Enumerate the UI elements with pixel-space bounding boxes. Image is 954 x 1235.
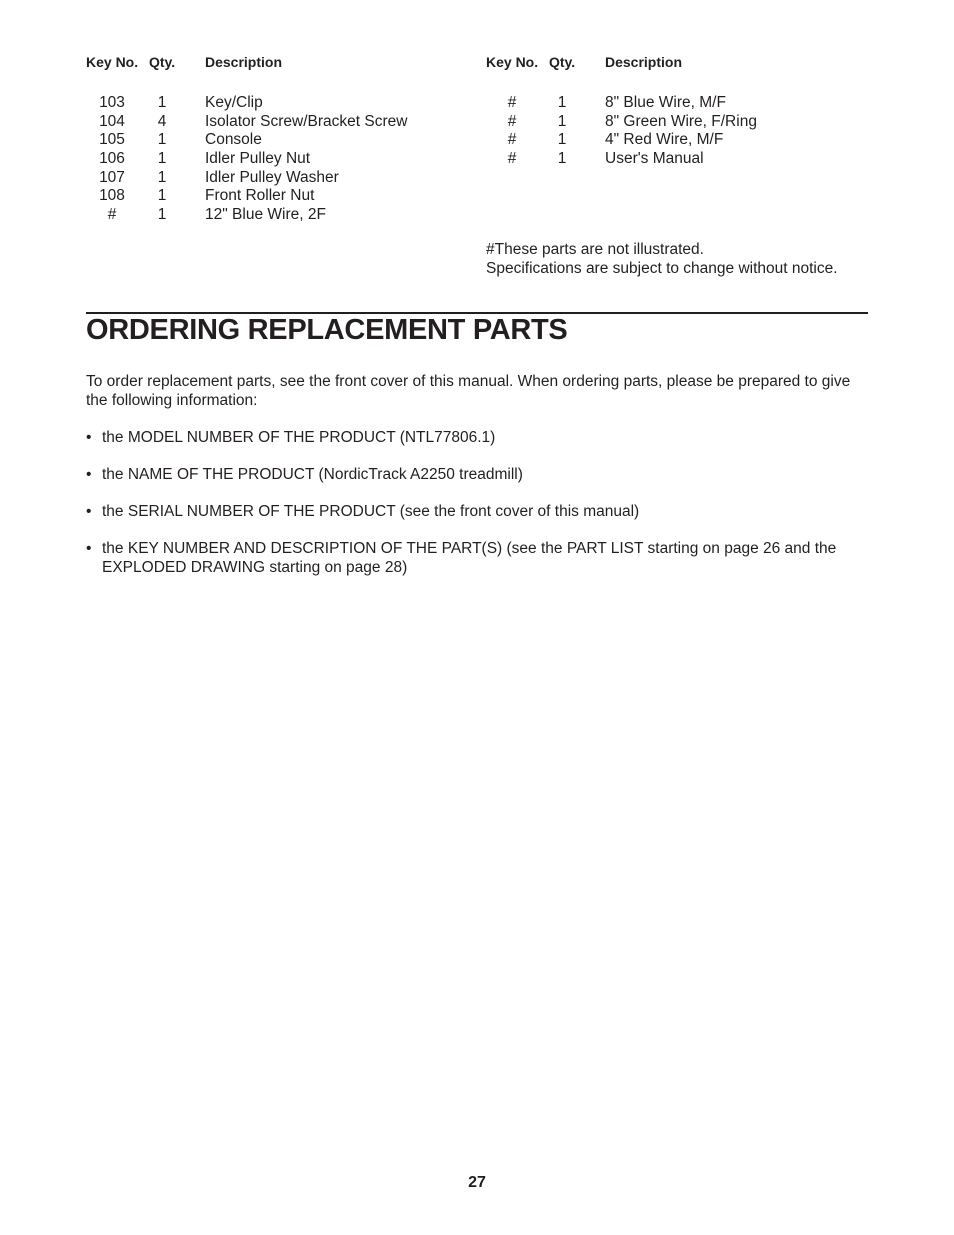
table-row [486,113,886,132]
list-item-text: the NAME OF THE PRODUCT (NordicTrack A2250 treadmill) [102,466,523,483]
header-key-no: Key No. [486,54,539,70]
parts-table-right [486,54,886,277]
part-description: Console [205,131,262,149]
page-number: 27 [468,1174,486,1191]
table-row [86,94,446,113]
quantity: 1 [157,187,167,205]
quantity: 1 [557,112,567,130]
key-number: 103 [99,94,125,111]
quantity: 1 [157,94,167,111]
parts-notes [486,240,838,278]
quantity: 1 [157,206,167,224]
table-row [86,113,446,132]
key-number: # [507,150,517,168]
header-qty: Qty. [549,54,576,70]
info-list [86,428,876,595]
header-key-no: Key No. [86,54,139,70]
list-item-text: the MODEL NUMBER OF THE PRODUCT (NTL77806.1) [102,429,496,446]
key-number: 105 [99,131,125,149]
part-description: Key/Clip [205,94,263,111]
header-description: Description [605,54,683,70]
key-number: # [507,131,517,149]
list-item [86,465,876,484]
key-number: 104 [99,112,125,130]
parts-table-header [486,54,886,74]
list-item [86,539,876,577]
specifications-note: Specifications are subject to change without notice. [486,260,838,277]
part-description: 8" Blue Wire, M/F [605,94,726,111]
key-number: 108 [99,187,125,205]
table-row [86,206,446,225]
list-item [86,502,876,521]
quantity: 1 [557,131,567,149]
header-qty: Qty. [149,54,176,70]
table-row [86,150,446,169]
key-number: # [507,94,517,111]
table-row [486,150,886,169]
parts-table-header [86,54,446,74]
table-row [486,131,886,150]
intro-paragraph: To order replacement parts, see the front cover of this manual. When ordering parts, please be prepared to give the following information: [86,373,851,409]
not-illustrated-note: #These parts are not illustrated. [486,241,704,258]
part-description: 12" Blue Wire, 2F [205,206,326,224]
quantity: 1 [157,168,167,186]
bullet-icon: • [86,466,92,483]
part-description: Front Roller Nut [205,187,315,205]
bullet-icon: • [86,429,92,446]
list-item [86,428,876,447]
table-row [86,169,446,188]
key-number: # [507,112,517,130]
header-description: Description [205,54,283,70]
parts-table-left [86,54,446,224]
table-row [86,131,446,150]
list-item-text: the KEY NUMBER AND DESCRIPTION OF THE PART(S) (see the PART LIST starting on page 26 and the EXPLODED DRAWING starting on page 28) [102,540,837,576]
quantity: 1 [557,150,567,168]
bullet-icon: • [86,540,92,557]
quantity: 1 [157,150,167,168]
table-row [486,94,886,113]
table-row [86,187,446,206]
section-title: ORDERING REPLACEMENT PARTS [86,314,568,346]
part-description: 4" Red Wire, M/F [605,131,724,149]
key-number: 107 [99,168,125,186]
quantity: 1 [557,94,567,111]
bullet-icon: • [86,503,92,520]
part-description: Isolator Screw/Bracket Screw [205,112,408,130]
quantity: 4 [157,112,167,130]
list-item-text: the SERIAL NUMBER OF THE PRODUCT (see the front cover of this manual) [102,503,640,520]
key-number: 106 [99,150,125,168]
part-description: User's Manual [605,150,704,168]
part-description: 8" Green Wire, F/Ring [605,112,757,130]
quantity: 1 [157,131,167,149]
part-description: Idler Pulley Nut [205,150,311,168]
part-description: Idler Pulley Washer [205,168,339,186]
key-number: # [107,206,117,224]
